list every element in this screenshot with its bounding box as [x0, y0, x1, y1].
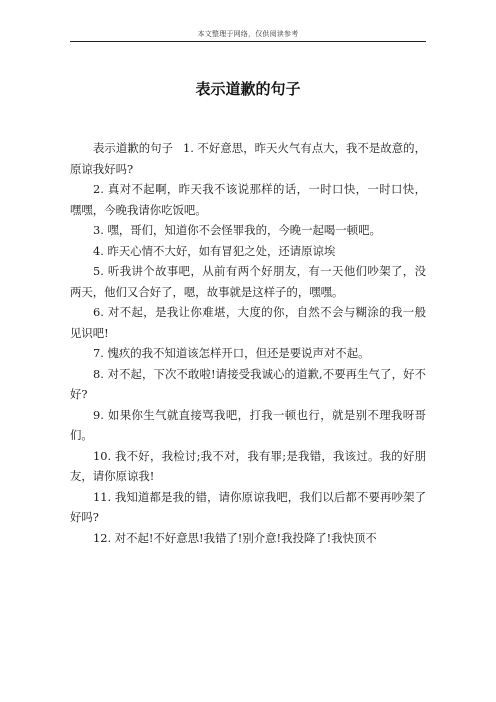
paragraph-7: 7. 愧疚的我不知道该怎样开口，但还是要说声对不起。	[93, 346, 370, 360]
paragraph-2: 2. 真对不起啊，昨天我不该说那样的话，一时口快，一时口快，嘿嘿，今晚我请你吃饭吧。	[70, 182, 426, 217]
paragraph-10: 10. 我不好，我检讨;我不对，我有罪;是我错，我该过。我的好朋友，请你原谅我!	[70, 448, 426, 483]
paragraph-1	[70, 138, 426, 179]
header-note: 本文整理于网络，仅供阅读参考	[197, 30, 299, 38]
paragraph-6: 6. 对不起，是我让你难堪，大度的你，自然不会与糊涂的我一般见识吧!	[70, 305, 426, 340]
paragraph-4: 4. 昨天心情不大好，如有冒犯之处，还请原谅埃	[93, 243, 336, 258]
paragraph-text: 1. 不好意思，昨天火气有点大，我不是故意的，原谅我好吗?	[70, 141, 426, 176]
header-divider	[70, 41, 426, 42]
page-title: 表示道歉的句子	[195, 80, 301, 98]
lead-text: 表示道歉的句子	[93, 141, 173, 155]
paragraph-11: 11. 我知道都是我的错，请你原谅我吧，我们以后都不要再吵架了好吗?	[70, 489, 426, 524]
paragraph-3: 3. 嘿，哥们，知道你不会怪罪我的，今晚一起喝一顿吧。	[93, 223, 381, 237]
paragraph-5: 5. 听我讲个故事吧，从前有两个好朋友，有一天他们吵架了，没两天，他们又合好了，嗯，故事就是这样子的，嘿嘿。	[70, 264, 426, 299]
paragraph-8: 8. 对不起，下次不敢啦!请接受我诚心的道歉,不要再生气了，好不好?	[70, 366, 426, 401]
paragraph-9: 9. 如果你生气就直接骂我吧，打我一顿也行，就是别不理我呀哥们。	[70, 407, 426, 442]
paragraph-12: 12. 对不起!不好意思!我错了!别介意!我投降了!我快顶不	[93, 530, 377, 545]
document-body	[70, 138, 426, 548]
